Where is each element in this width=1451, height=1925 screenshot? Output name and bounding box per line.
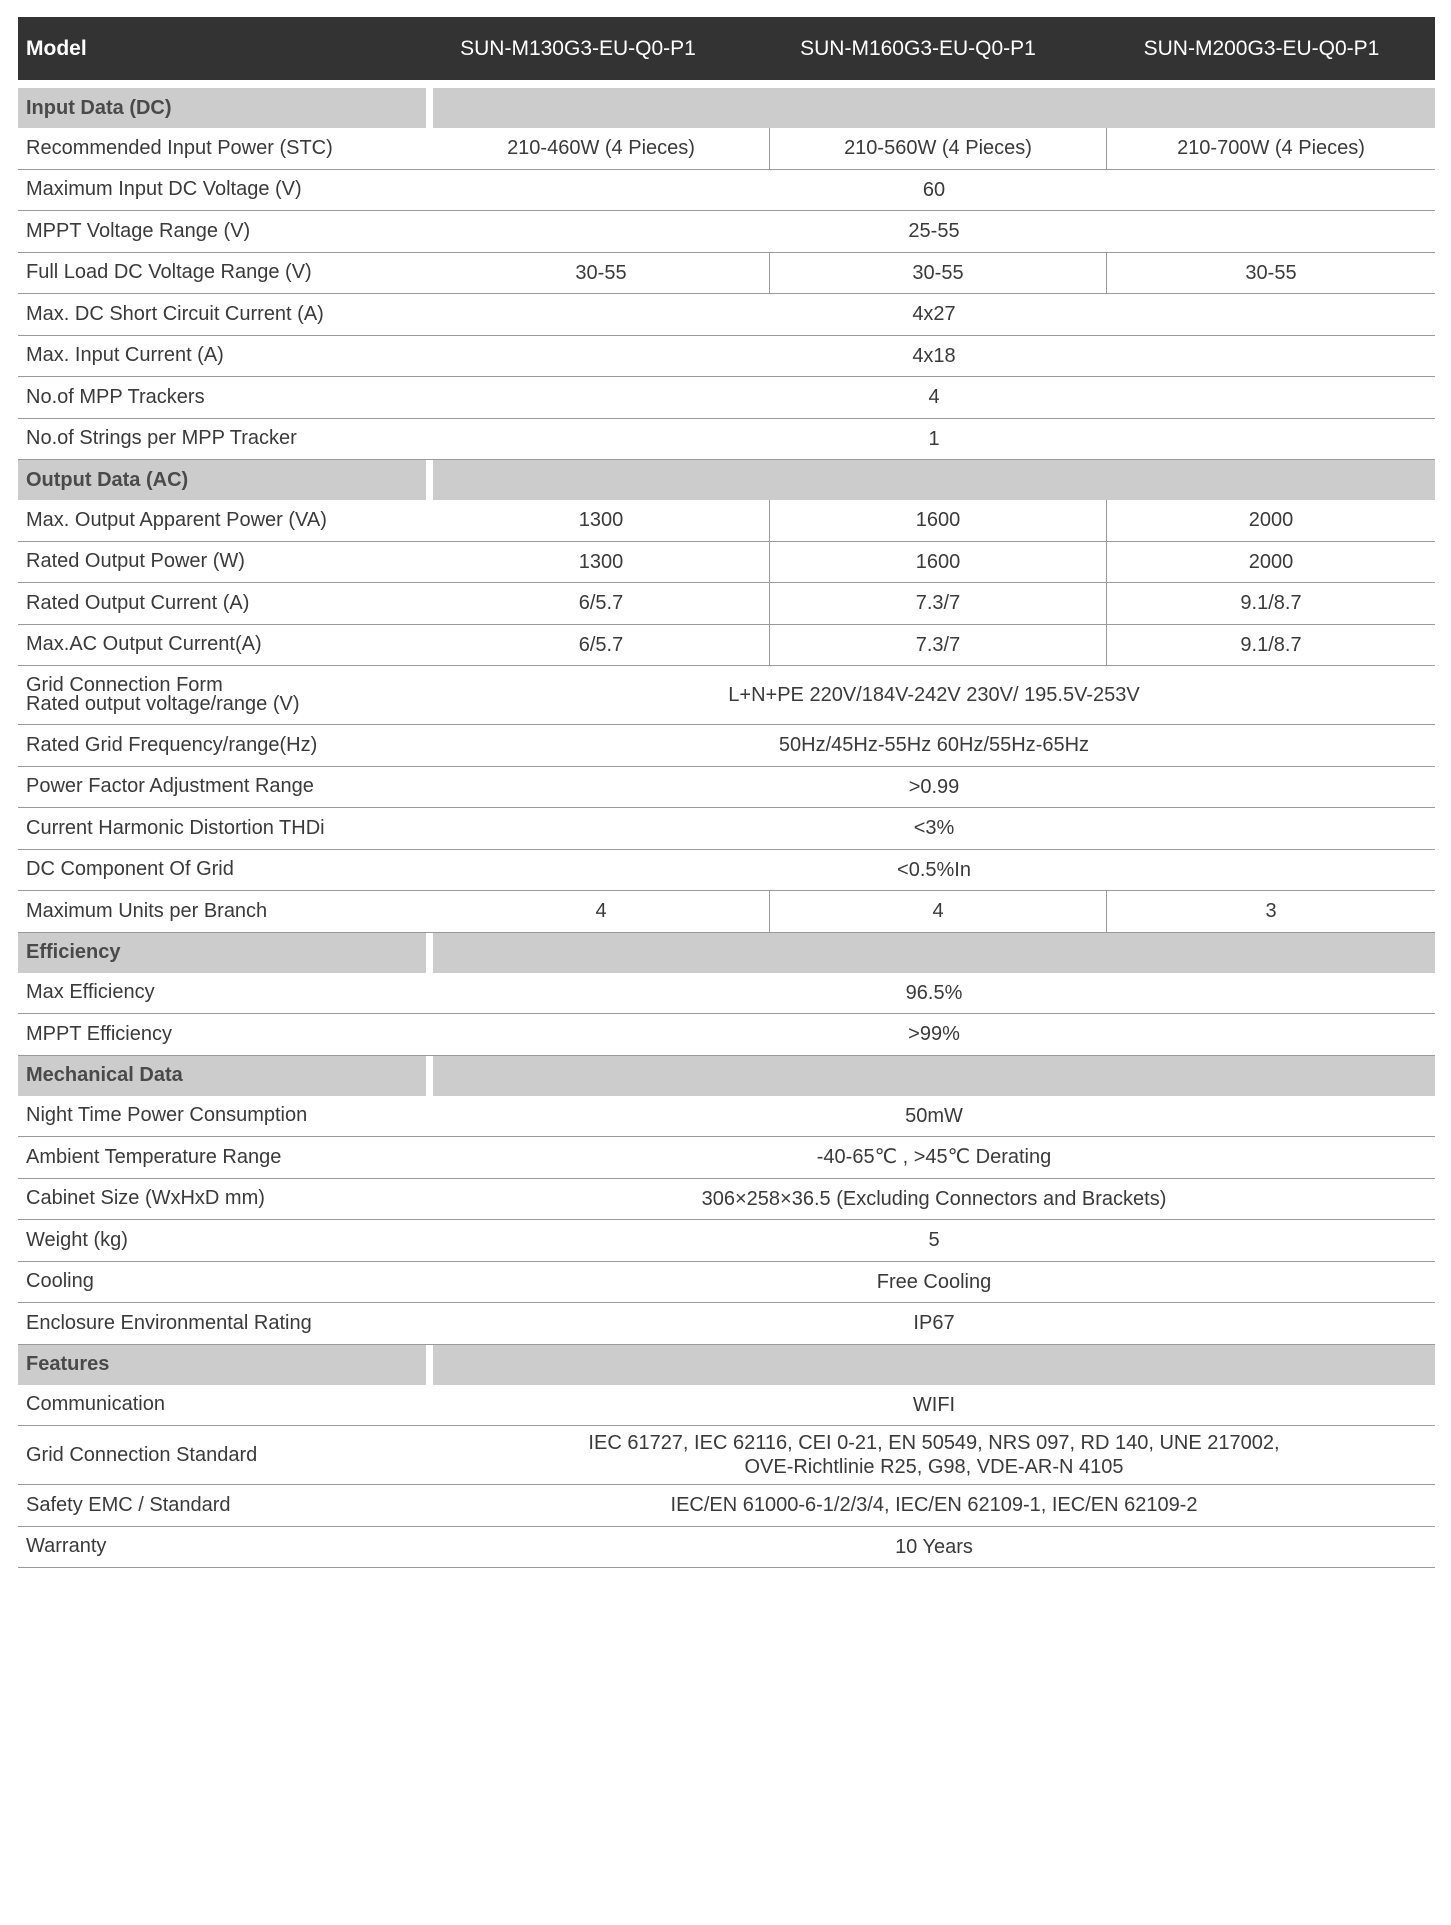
value-cell: Free Cooling (876, 1270, 992, 1293)
row-values (433, 1056, 1435, 1096)
row-values (433, 583, 1435, 624)
row-values (433, 1262, 1435, 1303)
table-row (18, 1385, 1435, 1427)
row-values (433, 1345, 1435, 1385)
value-cell: 1 (928, 427, 940, 450)
row-label: Warranty (26, 1535, 107, 1558)
table-row (18, 973, 1435, 1015)
section-title: Output Data (AC) (18, 460, 426, 500)
row-label: Max. Input Current (A) (26, 344, 224, 367)
row-label: Current Harmonic Distortion THDi (26, 816, 325, 839)
section-header-row (18, 933, 1435, 973)
row-values (433, 377, 1435, 418)
value-cell: 2000 (1106, 500, 1435, 541)
table-header (18, 17, 1435, 80)
header-model-3: SUN-M200G3-EU-Q0-P1 (1143, 36, 1380, 60)
value-cell: 6/5.7 (578, 592, 624, 615)
table-row (18, 1096, 1435, 1138)
row-values (433, 1385, 1435, 1426)
table-row (18, 1014, 1435, 1056)
table-row (18, 1179, 1435, 1221)
value-cell: 7.3/7 (769, 625, 1106, 666)
row-values (433, 1096, 1435, 1137)
row-values (433, 336, 1435, 377)
value-cell: 4x18 (912, 344, 956, 367)
row-label: Rated Output Power (W) (26, 550, 245, 573)
value-cell: -40-65℃ , >45℃ Derating (816, 1146, 1052, 1169)
table-row (18, 808, 1435, 850)
header-model-label: Model (26, 36, 87, 60)
row-label: Rated Grid Frequency/range(Hz) (26, 733, 318, 756)
row-label: No.of MPP Trackers (26, 385, 205, 408)
row-label: Grid Connection Form Rated output voltage/range (V) (26, 674, 300, 715)
row-values (433, 808, 1435, 849)
table-row (18, 253, 1435, 295)
value-cell: >99% (908, 1023, 960, 1046)
row-label: Weight (kg) (26, 1228, 128, 1251)
row-label: Rated Output Current (A) (26, 591, 250, 614)
value-cell: 50Hz/45Hz-55Hz 60Hz/55Hz-65Hz (778, 734, 1090, 757)
value-cell: <3% (913, 817, 955, 840)
table-row (18, 583, 1435, 625)
value-cell: 4 (595, 900, 607, 923)
row-values (433, 170, 1435, 211)
value-cell: >0.99 (908, 775, 960, 798)
row-label: Max. DC Short Circuit Current (A) (26, 302, 324, 325)
row-label: Safety EMC / Standard (26, 1493, 231, 1516)
table-body (18, 88, 1435, 1568)
value-cell: 210-560W (4 Pieces) (769, 128, 1106, 169)
row-values (433, 460, 1435, 500)
row-values (433, 891, 1435, 932)
row-label: Communication (26, 1393, 165, 1416)
table-row (18, 170, 1435, 212)
value-cell: <0.5%In (897, 858, 971, 881)
section-header-row (18, 460, 1435, 500)
section-header-row (18, 1056, 1435, 1096)
section-header-row (18, 88, 1435, 128)
section-title: Input Data (DC) (18, 88, 426, 128)
table-row (18, 1262, 1435, 1304)
row-values (433, 625, 1435, 666)
row-label: MPPT Efficiency (26, 1022, 172, 1045)
table-row (18, 1220, 1435, 1262)
row-values (433, 1137, 1435, 1178)
table-row (18, 542, 1435, 584)
table-row (18, 850, 1435, 892)
row-label: Cabinet Size (WxHxD mm) (26, 1187, 265, 1210)
row-label: Maximum Input DC Voltage (V) (26, 178, 302, 201)
row-values (433, 767, 1435, 808)
value-cell: 4 (928, 386, 940, 409)
table-row (18, 294, 1435, 336)
row-label: Grid Connection Standard (26, 1443, 258, 1466)
value-cell: 50mW (905, 1104, 963, 1127)
row-label: Night Time Power Consumption (26, 1104, 308, 1127)
table-row (18, 1303, 1435, 1345)
row-label: DC Component Of Grid (26, 858, 234, 881)
row-values (433, 1485, 1435, 1526)
row-values (433, 850, 1435, 891)
table-row (18, 1485, 1435, 1527)
row-label: MPPT Voltage Range (V) (26, 219, 251, 242)
row-values (433, 294, 1435, 335)
row-values (433, 1014, 1435, 1055)
table-row (18, 625, 1435, 667)
row-label: Enclosure Environmental Rating (26, 1311, 312, 1334)
row-label: Maximum Units per Branch (26, 899, 268, 922)
value-cell: IEC 61727, IEC 62116, CEI 0-21, EN 50549, NRS 097, RD 140, UNE 217002, OVE-Richtlinie R25, G98, VDE-AR-N 4105 (588, 1432, 1280, 1478)
table-row (18, 1137, 1435, 1179)
row-label: Full Load DC Voltage Range (V) (26, 261, 312, 284)
row-label: Cooling (26, 1270, 94, 1293)
row-label: Recommended Input Power (STC) (26, 136, 333, 159)
row-label: Max Efficiency (26, 981, 155, 1004)
table-row (18, 377, 1435, 419)
row-values (433, 128, 1435, 169)
value-cell: 25-55 (908, 220, 960, 243)
row-values (433, 1303, 1435, 1344)
table-row (18, 891, 1435, 933)
section-title: Efficiency (18, 933, 426, 973)
row-values (433, 1426, 1435, 1484)
value-cell: 30-55 (1106, 253, 1435, 294)
row-label: Power Factor Adjustment Range (26, 775, 314, 798)
row-values (433, 973, 1435, 1014)
value-cell: 210-460W (4 Pieces) (507, 137, 695, 160)
row-label: Max.AC Output Current(A) (26, 633, 262, 656)
table-row (18, 500, 1435, 542)
table-row (18, 336, 1435, 378)
spec-sheet-table (18, 17, 1435, 1568)
header-model-2: SUN-M160G3-EU-Q0-P1 (800, 36, 1036, 60)
table-row (18, 1426, 1435, 1485)
value-cell: 10 Years (895, 1535, 973, 1558)
row-values (433, 933, 1435, 973)
row-values (433, 1179, 1435, 1220)
table-row (18, 128, 1435, 170)
value-cell: 3 (1106, 891, 1435, 932)
value-cell: 30-55 (575, 261, 627, 284)
header-model-1: SUN-M130G3-EU-Q0-P1 (460, 36, 696, 60)
value-cell: 1600 (769, 542, 1106, 583)
section-header-row (18, 1345, 1435, 1385)
value-cell: 1600 (769, 500, 1106, 541)
value-cell: 1300 (578, 550, 624, 573)
value-cell: 4x27 (912, 303, 956, 326)
value-cell: 7.3/7 (769, 583, 1106, 624)
value-cell: 9.1/8.7 (1106, 625, 1435, 666)
row-label: No.of Strings per MPP Tracker (26, 427, 297, 450)
table-row (18, 419, 1435, 461)
value-cell: IP67 (913, 1312, 955, 1335)
table-row (18, 666, 1435, 725)
value-cell: 4 (769, 891, 1106, 932)
table-row (18, 1527, 1435, 1569)
row-values (433, 253, 1435, 294)
value-cell: L+N+PE 220V/184V-242V 230V/ 195.5V-253V (728, 684, 1140, 706)
value-cell: 5 (928, 1229, 940, 1252)
row-values (433, 88, 1435, 128)
section-title: Features (18, 1345, 426, 1385)
value-cell: 1300 (578, 509, 624, 532)
row-values (433, 666, 1435, 724)
table-row (18, 725, 1435, 767)
value-cell: 306×258×36.5 (Excluding Connectors and Brackets) (701, 1187, 1167, 1210)
value-cell: 96.5% (905, 981, 963, 1004)
row-values (433, 419, 1435, 460)
row-values (433, 211, 1435, 252)
section-title: Mechanical Data (18, 1056, 426, 1096)
value-cell: 6/5.7 (578, 633, 624, 656)
table-row (18, 767, 1435, 809)
value-cell: IEC/EN 61000-6-1/2/3/4, IEC/EN 62109-1, IEC/EN 62109-2 (670, 1494, 1198, 1517)
value-cell: 210-700W (4 Pieces) (1106, 128, 1435, 169)
row-values (433, 725, 1435, 766)
table-row (18, 211, 1435, 253)
row-values (433, 542, 1435, 583)
value-cell: WIFI (912, 1393, 956, 1416)
row-label: Ambient Temperature Range (26, 1145, 282, 1168)
value-cell: 2000 (1106, 542, 1435, 583)
value-cell: 9.1/8.7 (1106, 583, 1435, 624)
value-cell: 30-55 (769, 253, 1106, 294)
row-values (433, 1527, 1435, 1568)
row-values (433, 500, 1435, 541)
row-values (433, 1220, 1435, 1261)
row-label: Max. Output Apparent Power (VA) (26, 508, 327, 531)
value-cell: 60 (922, 178, 946, 201)
